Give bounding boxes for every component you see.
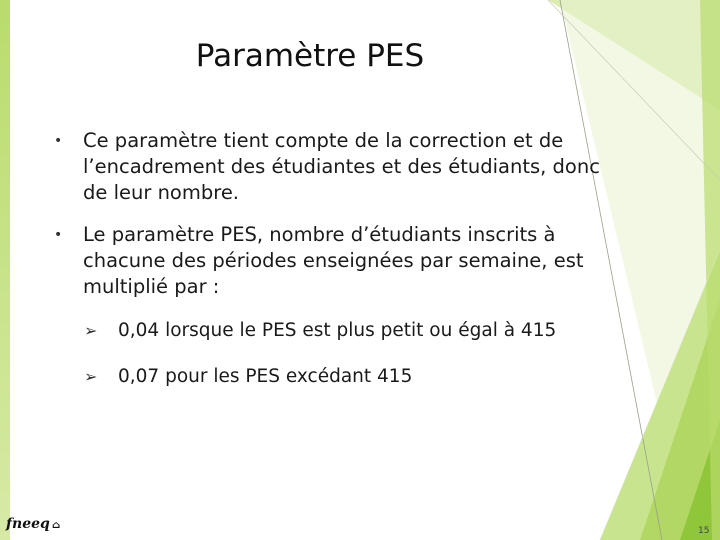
bullet-text: Ce paramètre tient compte de la correction et de l’encadrement des étudiantes et des étudiants, donc de leur nombre. — [83, 129, 600, 204]
sub-bullet-item — [84, 318, 604, 344]
page-number: 15 — [698, 526, 710, 536]
bullet-dot-icon: • — [54, 227, 63, 243]
arrow-right-icon: ➢ — [84, 367, 98, 386]
arrow-right-icon: ➢ — [84, 321, 98, 340]
bullet-item — [52, 222, 612, 300]
sub-bullet-item — [84, 364, 604, 390]
slide-title: Paramètre PES — [195, 38, 425, 74]
bullet-list — [52, 128, 612, 316]
bullet-text: Le paramètre PES, nombre d’étudiants inscrits à chacune des périodes enseignées par semaine, est multiplié par : — [83, 223, 584, 298]
logo-text: fneeq — [6, 516, 50, 532]
bullet-item — [52, 128, 612, 206]
logo-mark-icon: ⌂ — [51, 520, 61, 531]
sub-bullet-text: 0,07 pour les PES excédant 415 — [118, 366, 413, 387]
bullet-dot-icon: • — [54, 133, 63, 149]
sub-bullet-text: 0,04 lorsque le PES est plus petit ou égal à 415 — [118, 320, 557, 341]
fneeq-logo — [6, 516, 60, 532]
sub-bullet-list — [84, 318, 604, 410]
